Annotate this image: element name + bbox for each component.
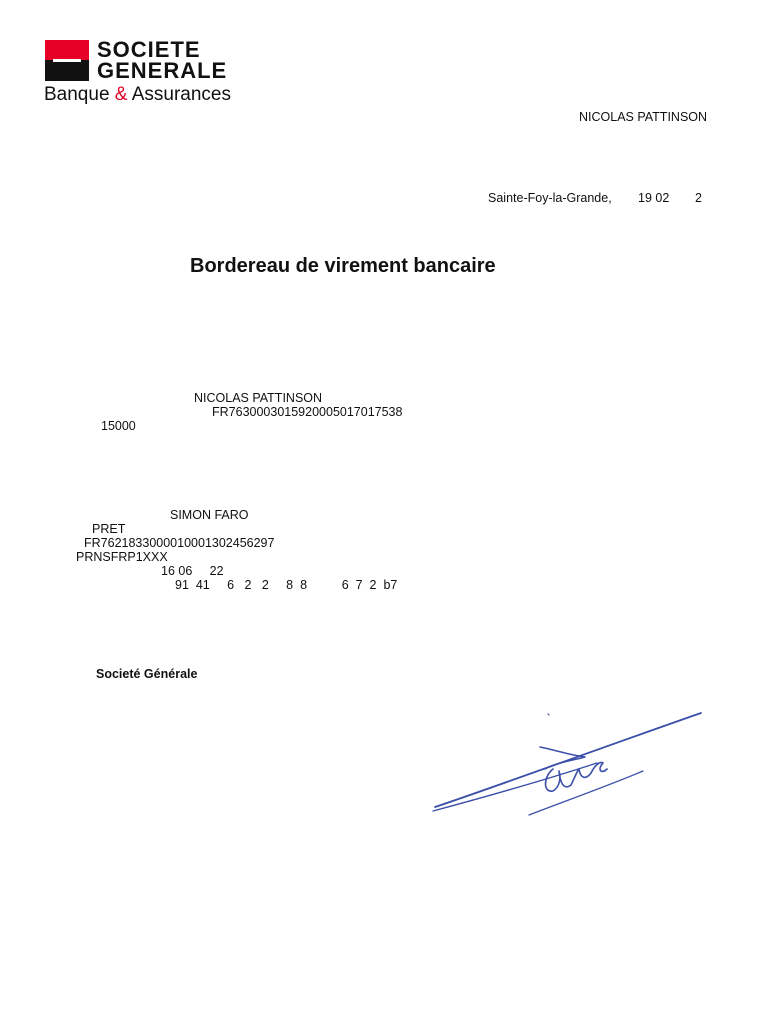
beneficiary-name: SIMON FARO [170, 508, 249, 522]
logo-text-line2: GENERALE [97, 58, 228, 83]
beneficiary-iban: FR7621833000010001302456297 [84, 536, 275, 550]
execution-date: 16 06 22 [161, 564, 224, 578]
beneficiary-bic: PRNSFRP1XXX [76, 550, 168, 564]
header-place: Sainte-Foy-la-Grande, [488, 191, 612, 205]
bank-name: Societé Générale [96, 667, 198, 681]
header-year: 2 [695, 191, 702, 205]
ordering-name: NICOLAS PATTINSON [194, 391, 323, 405]
logo-mark [45, 40, 89, 81]
header-date: 19 02 [638, 191, 670, 205]
logo-text-line1: SOCIETE [97, 37, 201, 62]
page-title: Bordereau de virement bancaire [190, 255, 496, 277]
ordering-iban: FR7630003015920005017017538 [212, 405, 403, 419]
signature-image [425, 705, 710, 825]
logo-tagline: Banque & Assurances [44, 84, 231, 105]
beneficiary-reference: PRET [92, 522, 126, 536]
transfer-amount: 15000 [101, 419, 136, 433]
header-recipient-name: NICOLAS PATTINSON [579, 110, 708, 124]
transaction-code: 91 41 6 2 2 8 8 6 7 2 b7 [175, 578, 398, 592]
